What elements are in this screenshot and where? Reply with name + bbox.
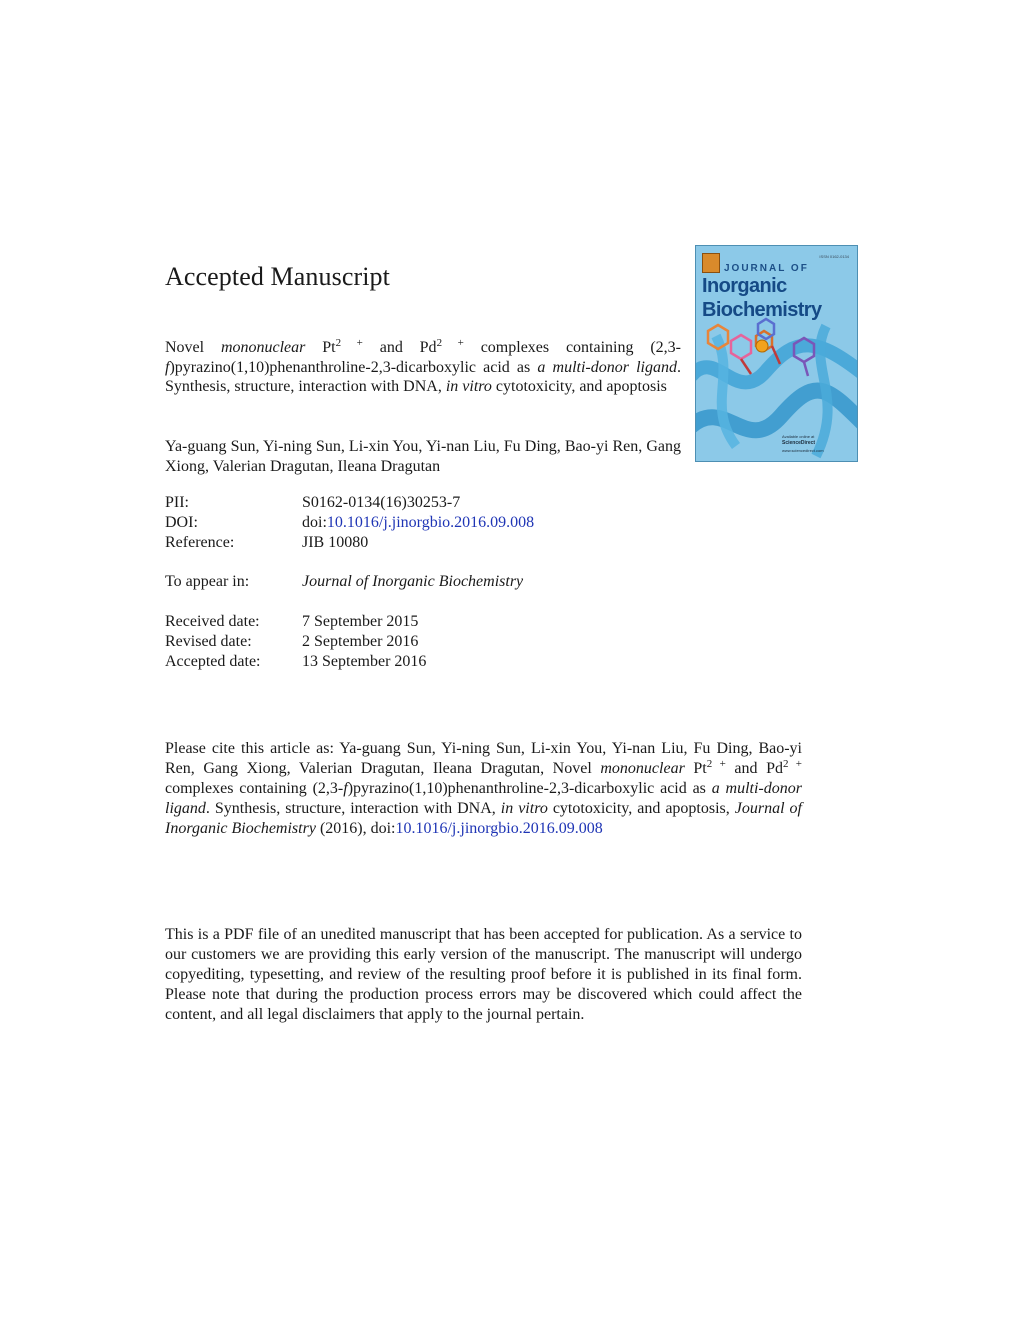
- cover-journal-line2: Inorganic: [702, 275, 787, 297]
- accepted-label: Accepted date:: [165, 653, 261, 670]
- page-title: Accepted Manuscript: [165, 262, 390, 291]
- cover-journal-line3: Biochemistry: [702, 299, 822, 321]
- article-title: Novel mononuclear $Pt^{2 +}$ and $Pd^{2 +}$ complexes containing (2,3-f)pyrazino(1,10)phenanthroline-2,3-dicarboxylic acid as a multi-donor ligand. Synthesis, structure, interaction with DNA, in vitro cytotoxicity, and apoptosis: [165, 337, 681, 396]
- author-list: Ya-guang Sun, Yi-ning Sun, Li-xin You, Yi-nan Liu, Fu Ding, Bao-yi Ren, Gang Xiong, Valerian Dragutan, Ileana Dragutan: [165, 438, 681, 475]
- accepted-row: [165, 652, 426, 672]
- pii-value: S0162-0134(16)30253-7: [302, 494, 461, 511]
- identifier-block: [165, 493, 534, 553]
- publisher-logo-icon: [702, 253, 720, 273]
- cover-journal-line1: JOURNAL OF: [724, 263, 809, 274]
- accepted-value: 13 September 2016: [302, 653, 427, 670]
- received-value: 7 September 2015: [302, 613, 419, 630]
- cover-issn: ISSN 0162-0134: [819, 254, 849, 259]
- journal-cover-image: [695, 245, 858, 462]
- received-row: [165, 612, 426, 632]
- doi-value: doi:10.1016/j.jinorgbio.2016.09.008: [302, 514, 535, 531]
- appear-row: [165, 572, 523, 592]
- cover-sciencedirect-text: ScienceDirect: [782, 440, 816, 446]
- disclaimer-paragraph: This is a PDF file of an unedited manuscript that has been accepted for publication. As a service to our customers we are providing this early version of the manuscript. The manuscript will undergo copyediting, typesetting, and review of the resulting proof before it is published in its final form. Please note that during the production process errors may be discovered which could affect the content, and all legal disclaimers that apply to the journal pertain.: [165, 926, 802, 1023]
- cover-url-text: www.sciencedirect.com: [782, 448, 824, 453]
- reference-value: JIB 10080: [302, 534, 369, 551]
- pii-label: PII:: [165, 494, 189, 511]
- doi-row: [165, 513, 534, 533]
- doi-link[interactable]: 10.1016/j.jinorgbio.2016.09.008: [326, 514, 535, 531]
- dates-block: [165, 612, 426, 672]
- doi-label: DOI:: [165, 514, 198, 531]
- received-label: Received date:: [165, 613, 260, 630]
- pii-row: [165, 493, 534, 513]
- citation-doi-link[interactable]: 10.1016/j.jinorgbio.2016.09.008: [395, 820, 603, 837]
- appear-in-block: [165, 572, 523, 592]
- reference-label: Reference:: [165, 534, 235, 551]
- revised-value: 2 September 2016: [302, 633, 419, 650]
- revised-label: Revised date:: [165, 633, 252, 650]
- molecule-illustration-icon: [696, 316, 857, 461]
- appear-value: Journal of Inorganic Biochemistry: [302, 573, 524, 590]
- revised-row: [165, 632, 426, 652]
- appear-label: To appear in:: [165, 573, 250, 590]
- citation-paragraph: Please cite this article as: Ya-guang Sun, Yi-ning Sun, Li-xin You, Yi-nan Liu, Fu Ding, Bao-yi Ren, Gang Xiong, Valerian Dragutan, Ileana Dragutan, Novel mononuclear $Pt^{2 +}$ and $Pd^{2 +}$ complexes containing (2,3-f)pyrazino(1,10)phenanthroline-2,3-dicarboxylic acid as a multi-donor ligand. Synthesis, structure, interaction with DNA, in vitro cytotoxicity, and apoptosis, Journal of Inorganic Biochemistry (2016), doi:10.1016/j.jinorgbio.2016.09.008: [165, 740, 803, 837]
- reference-row: [165, 533, 534, 553]
- cover-available-text: Available online at: [782, 434, 815, 439]
